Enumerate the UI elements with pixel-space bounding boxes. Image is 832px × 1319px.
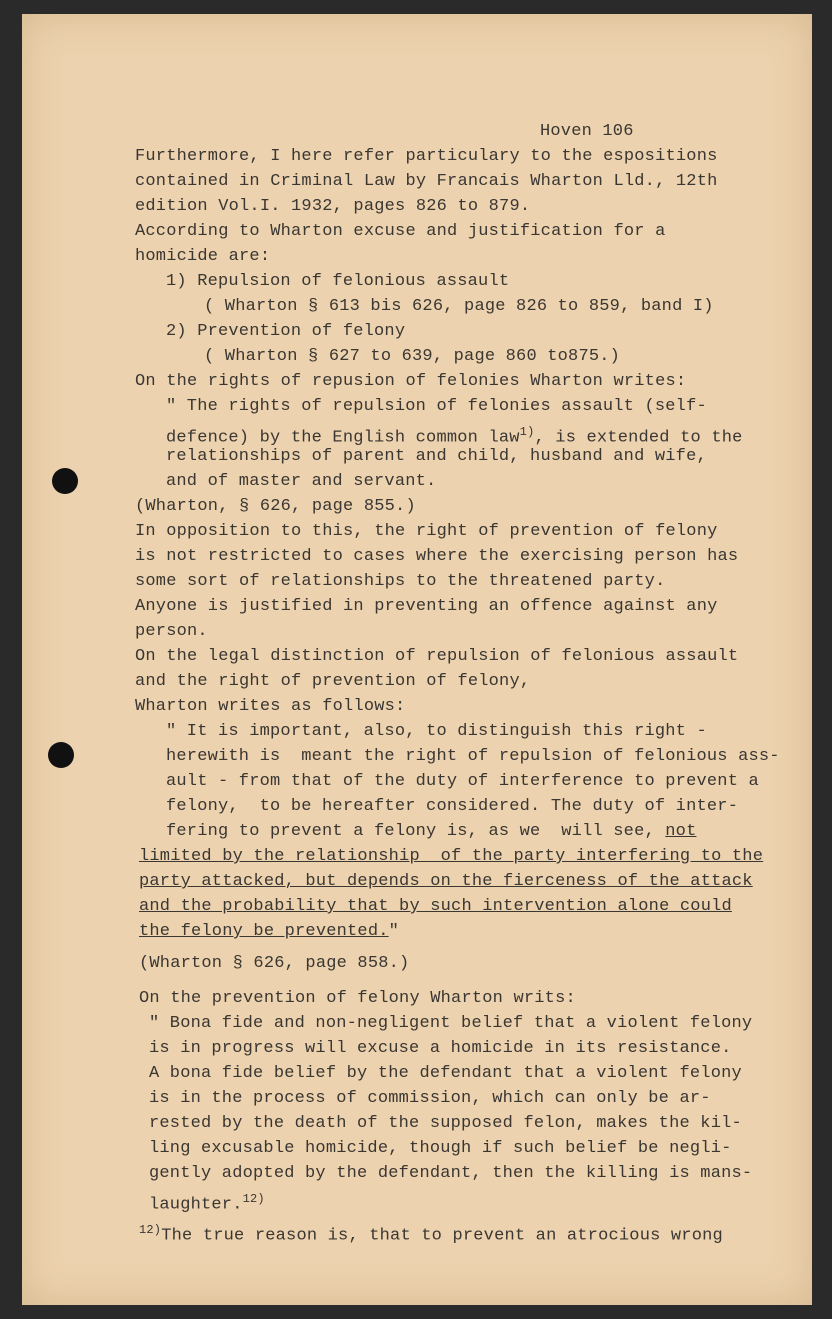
text-line: gently adopted by the defendant, then the killing is mans- <box>149 1164 753 1183</box>
text-line: edition Vol.I. 1932, pages 826 to 879. <box>135 197 531 216</box>
text-line: According to Wharton excuse and justification for a <box>135 222 666 241</box>
text-line: " Bona fide and non-negligent belief that a violent felony <box>149 1014 753 1033</box>
text-line: felony, to be hereafter considered. The duty of inter- <box>166 797 739 816</box>
text-line: rested by the death of the supposed felon, makes the kil- <box>149 1114 742 1133</box>
text-line: is not restricted to cases where the exercising person has <box>135 547 739 566</box>
underlined-line: party attacked, but depends on the fierceness of the attack <box>139 872 753 891</box>
text-line: and the right of prevention of felony, <box>135 672 531 691</box>
text-line: On the legal distinction of repulsion of felonious assault <box>135 647 739 666</box>
text-segment: fering to prevent a felony is, as we will see, <box>166 822 666 841</box>
text-line <box>139 922 399 942</box>
text-line: ( Wharton § 627 to 639, page 860 to875.) <box>204 347 621 366</box>
text-line: On the prevention of felony Wharton writs: <box>139 989 576 1008</box>
text-line: " It is important, also, to distinguish this right - <box>166 722 707 741</box>
document-page <box>22 14 812 1305</box>
text-segment: laughter. <box>149 1195 243 1215</box>
text-line: is in progress will excuse a homicide in its resistance. <box>149 1039 732 1058</box>
text-line <box>166 422 743 449</box>
text-line: homicide are: <box>135 247 271 266</box>
footnote-line <box>139 1220 723 1247</box>
text-line: Wharton writes as follows: <box>135 697 406 716</box>
text-line: some sort of relationships to the threatened party. <box>135 572 666 591</box>
underlined-text: the felony be prevented. <box>139 922 389 941</box>
text-line: ling excusable homicide, though if such belief be negli- <box>149 1139 732 1158</box>
text-line: A bona fide belief by the defendant that a violent felony <box>149 1064 742 1083</box>
text-line: Anyone is justified in preventing an offence against any <box>135 597 718 616</box>
punch-hole <box>52 468 78 494</box>
text-line: " The rights of repulsion of felonies assault (self- <box>166 397 707 416</box>
page-number: Hoven 106 <box>540 122 634 141</box>
text-line: In opposition to this, the right of prevention of felony <box>135 522 718 541</box>
footnote-marker: 12) <box>139 1223 162 1237</box>
underlined-text: not <box>665 822 697 841</box>
text-line <box>166 822 697 842</box>
underlined-line: and the probability that by such intervention alone could <box>139 897 732 916</box>
text-line: person. <box>135 622 208 641</box>
text-segment: defence) by the English common law <box>166 428 520 448</box>
footnote-ref: 1) <box>519 425 535 439</box>
text-line: is in the process of commission, which can only be ar- <box>149 1089 711 1108</box>
text-line <box>149 1189 265 1216</box>
text-line: 2) Prevention of felony <box>166 322 406 341</box>
punch-hole <box>48 742 74 768</box>
text-line: 1) Repulsion of felonious assault <box>166 272 510 291</box>
footnote-ref: 12) <box>242 1192 265 1206</box>
text-line: Furthermore, I here refer particulary to the espositions <box>135 147 718 166</box>
text-segment: " <box>388 922 400 941</box>
text-segment: The true reason is, that to prevent an atrocious wrong <box>161 1226 723 1246</box>
text-segment: , is extended to the <box>534 428 743 448</box>
text-line: relationships of parent and child, husband and wife, <box>166 447 707 466</box>
text-line: and of master and servant. <box>166 472 437 491</box>
text-line: contained in Criminal Law by Francais Wharton Lld., 12th <box>135 172 718 191</box>
underlined-line: limited by the relationship of the party interfering to the <box>139 847 764 866</box>
text-line: ault - from that of the duty of interference to prevent a <box>166 772 759 791</box>
text-line: herewith is meant the right of repulsion of felonious ass- <box>166 747 780 766</box>
text-line: (Wharton § 626, page 858.) <box>139 954 410 973</box>
text-line: On the rights of repusion of felonies Wharton writes: <box>135 372 687 391</box>
text-line: ( Wharton § 613 bis 626, page 826 to 859, band I) <box>204 297 714 316</box>
text-line: (Wharton, § 626, page 855.) <box>135 497 416 516</box>
